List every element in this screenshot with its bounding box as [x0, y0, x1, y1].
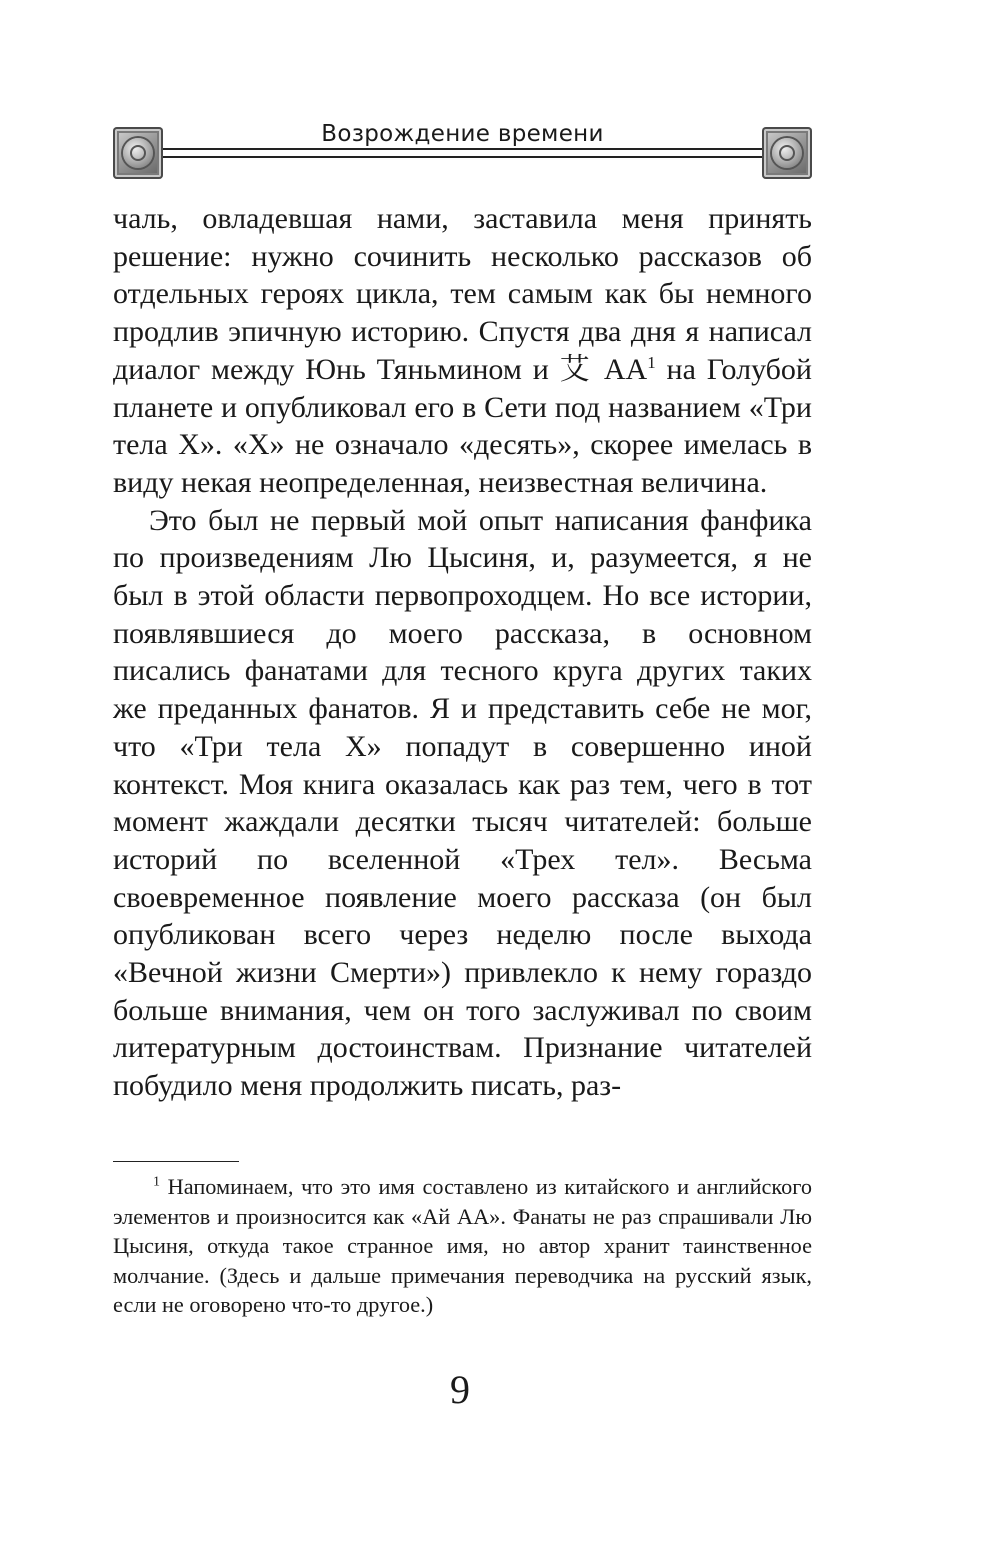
paragraph-1: [113, 200, 812, 502]
footnote-marker: 1: [153, 1174, 160, 1190]
header-rule-bottom: [163, 156, 762, 158]
paragraph-2: Это был не первый мой опыт написания фанфика по произведениям Лю Цысиня, и, разумеется, я не был в этой области первопроходцем. Но все истории, появлявшиеся до моего рассказа, в основном писались фанатами для тесного круга других таких же преданных фанатов. Я и представить себе не мог, что «Три тела X» попадут в совершенно иной контекст. Моя книга оказалась как раз тем, чего в тот момент жаждали десятки тысяч читателей: больше историй по вселенной «Трех тел». Весьма своевременное появление моего рассказа (он был опубликован всего через неделю после выхода «Вечной жизни Смерти») привлекло к нему гораздо больше внимания, чем он того заслуживал по своим литературным достоинствам. Признание читателей побудило меня продолжить писать, раз-: [113, 503, 812, 1103]
round-emblem-icon: [113, 127, 163, 179]
emblem-disc: [123, 138, 153, 168]
running-header: [113, 123, 812, 181]
header-title: Возрождение времени: [321, 121, 604, 147]
footnote: [113, 1172, 812, 1320]
footnote-text: Напоминаем, что это имя составлено из китайского и английского элементов и произносится как «Ай АА». Фанаты не раз спрашивали Лю Цысиня, откуда такое странное имя, но автор хранит таинственное молчание. (Здесь и дальше примечания переводчика на русский язык, если не оговорено что-то другое.): [113, 1174, 812, 1317]
paragraph-1-start: чаль, овладевшая нами, заставила меня принять решение: нужно сочинить несколько рассказов об отдельных героях цикла, тем самым как бы немного продлив эпичную историю. Спустя два дня я написал диалог между Юнь Тяньмином и 艾 АА: [113, 202, 812, 386]
paragraph-1-end: на Голубой планете и опубликовал его в Сети под названием «Три тела X». «X» не означало «десять», скорее имелась в виду некая неопределенная, неизвестная величина.: [113, 352, 812, 499]
body-text: [113, 200, 812, 1105]
page-number: 9: [450, 1367, 470, 1412]
header-rule-top: [163, 148, 762, 150]
footnote-reference: 1: [647, 352, 656, 372]
round-emblem-icon: [762, 127, 812, 179]
footnote-divider: [113, 1161, 239, 1162]
emblem-disc: [772, 138, 802, 168]
